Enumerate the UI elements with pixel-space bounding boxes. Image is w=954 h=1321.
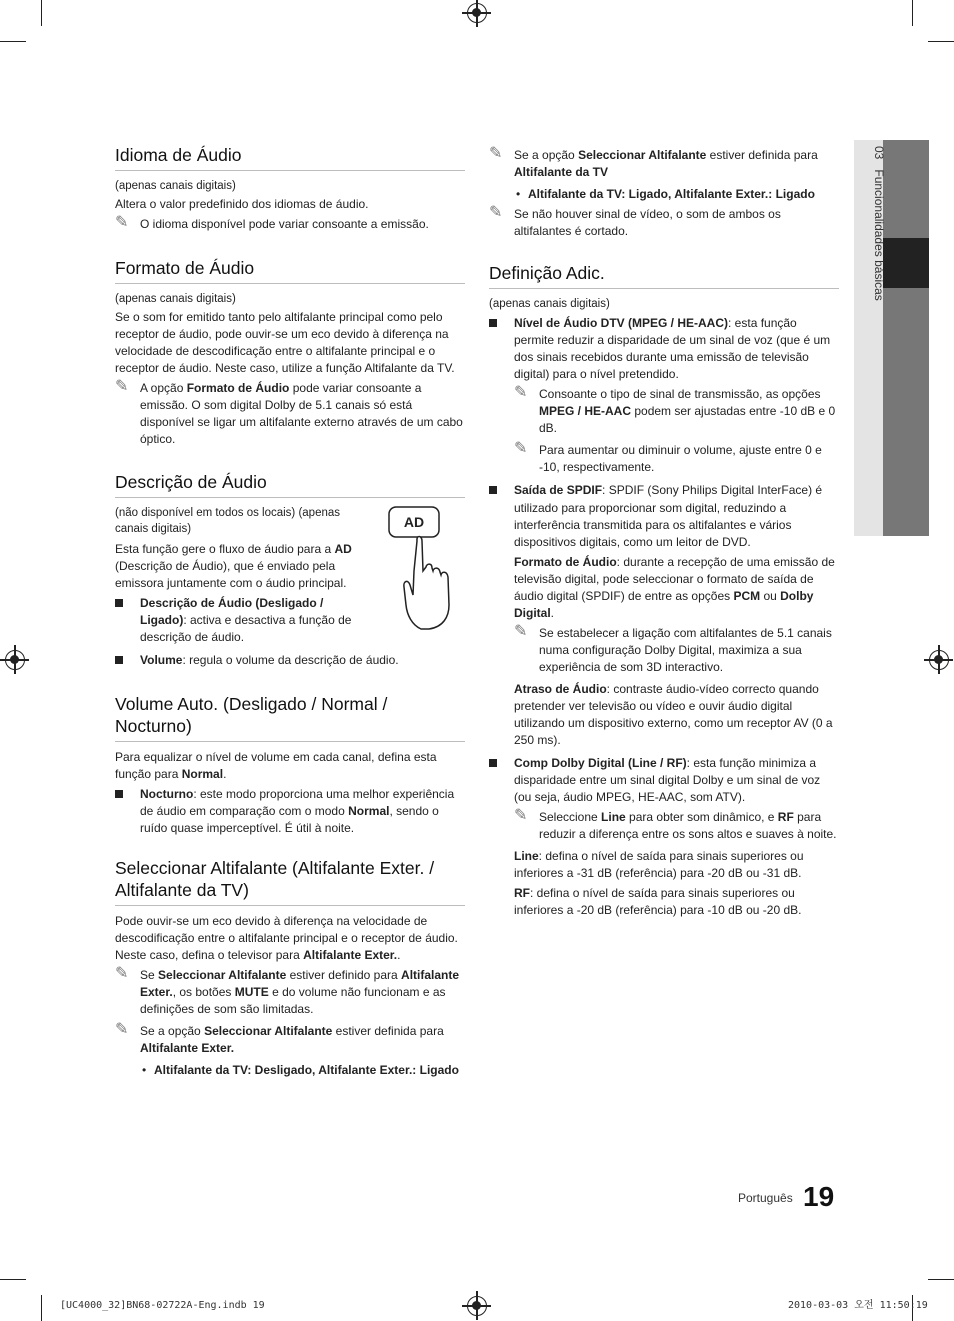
section-definicao-adic: Definição Adic. (apenas canais digitais) Nível de Áudio DTV (MPEG / HE-AAC): esta função permite reduzir a disparidade de um sinal de voz (que é um dos sinais recebidos durante uma emissão de televisão digital) para o nível pretendido. ✎ Consoante o tipo de sinal de transmissão, as opções MPEG / HE-AAC podem ser ajustadas entre -10 dB e 0 dB. ✎ Para aumentar ou diminuir o volume, ajuste entre 0 e -10, respectivamente. Saída de SPDIF: SPDIF (Sony Philips Digital InterFace) é utilizado para proporcionar som digital, reduzindo a interferência transmitida para os altifalantes e vários dispositivos digitais, como um leitor de DVD. Formato de Áudio: durante a recepção de uma emissão de televisão digital, pode seleccionar o formato de saída de áudio digital (SPDIF) de entre as opções PCM ou Dolby Digital. ✎ Se estabelecer a ligação com altifalantes de 5.1 canais numa configuração Dolby Digital, maximiza a sua experiência de som 3D interactivo. Atraso de Áudio: contraste áudio-vídeo correcto quando pretender ver televisão ou vídeo e ouvir áudio digital utilizando um dispositivo externo, como um receptor AV (0 a 250 ms). Comp Dolby Digital (Line / RF): esta função minimiza a disparidade entre um sinal digital Dolby e um sinal de voz (ou seja, áudio MPEG, HE-AAC, som ATV). ✎ Seleccione Line para obter som dinâmico, e RF para reduzir a diferença entre os sons altos e suaves à noite. Line: defina o nível de saída para sinais superiores ou inferiores a -31 dB (referência) para -20 dB ou -31 dB. RF: defina o nível de saída para sinais superiores ou inferiores a -20 dB (referência) para -10 dB ou -20 dB. bbox=[489, 263, 839, 922]
list-item: • Altifalante da TV: Ligado, Altifalante Exter.: Ligado bbox=[514, 186, 839, 203]
paragraph: Formato de Áudio: durante a recepção de uma emissão de televisão digital, pode seleccionar o formato de saída de áudio digital (SPDIF) de entre as opções PCM ou Dolby Digital. bbox=[514, 554, 835, 620]
list-item: Comp Dolby Digital (Line / RF): esta função minimiza a disparidade entre um sinal digital Dolby e um sinal de voz (ou seja, áudio MPEG, HE-AAC, som ATV). bbox=[489, 755, 839, 806]
chapter-side-tab bbox=[854, 140, 929, 536]
hand-icon bbox=[404, 537, 449, 630]
ad-button-hand-illustration bbox=[385, 505, 465, 630]
section-volume-auto: Volume Auto. (Desligado / Normal / Nocturno) Para equalizar o nível de volume em cada canal, defina esta função para Normal. Nocturno: este modo proporciona uma melhor experiência de áudio em comparação com o modo Normal, sendo o ruído quase imperceptível. É útil à noite. bbox=[115, 694, 465, 840]
list-item: Saída de SPDIF: SPDIF (Sony Philips Digital InterFace) é utilizado para proporcionar som digital, reduzindo a interferência transmitida para os altifalantes e vários dispositivos digitais, como um leitor de DVD. bbox=[489, 482, 839, 550]
pencil-note-icon: ✎ bbox=[489, 204, 503, 222]
crop-mark bbox=[928, 1279, 954, 1280]
note: ✎ Se estabelecer a ligação com altifalantes de 5.1 canais numa configuração Dolby Digital, maximiza a sua experiência de som 3D interactivo. bbox=[514, 622, 832, 674]
pencil-note-icon: ✎ bbox=[115, 214, 129, 232]
crop-mark bbox=[41, 0, 42, 26]
note: ✎ O idioma disponível pode variar consoante a emissão. bbox=[115, 214, 429, 232]
registration-mark-icon bbox=[467, 1296, 487, 1316]
section-speaker-notes bbox=[489, 144, 839, 245]
list-item: • Altifalante da TV: Desligado, Altifalante Exter.: Ligado bbox=[140, 1062, 465, 1079]
paragraph: Line: defina o nível de saída para sinais superiores ou inferiores a -31 dB (referência) para -20 dB ou -31 dB. bbox=[514, 849, 804, 881]
section-title: Seleccionar Altifalante (Altifalante Exter. / Altifalante da TV) bbox=[115, 858, 465, 906]
pencil-note-icon: ✎ bbox=[514, 384, 528, 402]
registration-mark-icon bbox=[5, 650, 25, 670]
list-item: Nível de Áudio DTV (MPEG / HE-AAC): esta função permite reduzir a disparidade de um sinal de voz (que é um dos sinais recebidos durante uma emissão de televisão digital) para o nível pretendido. bbox=[489, 315, 839, 383]
pencil-note-icon: ✎ bbox=[514, 622, 528, 640]
section-title: Descrição de Áudio bbox=[115, 472, 465, 498]
section-descricao-audio: Descrição de Áudio (não disponível em todos os locais) (apenas canais digitais) Esta função gere o fluxo de áudio para a AD (Descrição de Áudio), que é enviado pela emissora juntamente com o áudio principal. Descrição de Áudio (Desligado / Ligado): activa e desactiva a função de descrição de áudio. Volume: regula o volume da descrição de áudio. bbox=[115, 472, 465, 672]
section-seleccionar-altifalante: Seleccionar Altifalante (Altifalante Exter. / Altifalante da TV) Pode ouvir-se um eco devido à diferença na velocidade de descodificação entre o altifalante principal e o receptor de áudio. Neste caso, defina o televisor para Altifalante Exter.. ✎ Se Seleccionar Altifalante estiver definido para Altifalante Exter., os botões MUTE e do volume não funcionam e as definições de som são limitadas. ✎ Se a opção Seleccionar Altifalante estiver definida para Altifalante Exter. • Altifalante da TV: Desligado, Altifalante Exter.: Ligado bbox=[115, 858, 465, 1082]
crop-mark bbox=[0, 1279, 26, 1280]
pencil-note-icon: ✎ bbox=[514, 440, 528, 458]
note: ✎ Se Seleccionar Altifalante estiver definido para Altifalante Exter., os botões MUTE e do volume não funcionam e as definições de som são limitadas. bbox=[115, 964, 460, 1016]
note: ✎ A opção Formato de Áudio pode variar consoante a emissão. O som digital Dolby de 5.1 canais só está disponível se ligar um altifalante externo através de um cabo óptico. bbox=[115, 378, 463, 447]
note: ✎ Se a opção Seleccionar Altifalante estiver definida para Altifalante Exter. bbox=[115, 1020, 444, 1055]
section-title: Idioma de Áudio bbox=[115, 145, 465, 171]
note: ✎ Consoante o tipo de sinal de transmissão, as opções MPEG / HE-AAC podem ser ajustadas entre -10 dB e 0 dB. bbox=[514, 384, 836, 436]
pencil-note-icon: ✎ bbox=[489, 145, 503, 162]
crop-mark bbox=[0, 41, 26, 42]
section-title: Formato de Áudio bbox=[115, 258, 465, 284]
square-bullet-icon bbox=[489, 486, 497, 494]
chapter-side-label: 03 Funcionalidades básicas bbox=[872, 146, 886, 301]
pencil-note-icon: ✎ bbox=[514, 807, 528, 825]
note: ✎ Para aumentar ou diminuir o volume, ajuste entre 0 e -10, respectivamente. bbox=[514, 440, 822, 475]
pencil-note-icon: ✎ bbox=[115, 1020, 129, 1038]
note: ✎ Se a opção Seleccionar Altifalante estiver definida para Altifalante da TV bbox=[489, 145, 818, 180]
dot-bullet-icon: • bbox=[516, 187, 521, 202]
paragraph: Atraso de Áudio: contraste áudio-vídeo correcto quando pretender ver televisão ou vídeo e ouvir áudio digital utilizando um dispositivo externo, como um receptor AV (0 a 250 ms). bbox=[514, 681, 833, 747]
registration-mark-icon bbox=[929, 650, 949, 670]
section-formato-audio: Formato de Áudio (apenas canais digitais) Se o som for emitido tanto pelo altifalante principal como pelo receptor de áudio, pode ouvir-se um eco devido à diferença na velocidade de descodificação entre o altifalante principal e o receptor de áudio. Neste caso, utilize a função Altifalante da TV. ✎ A opção Formato de Áudio pode variar consoante a emissão. O som digital Dolby de 5.1 canais só está disponível se ligar um altifalante externo através de um cabo óptico. bbox=[115, 258, 465, 453]
square-bullet-icon bbox=[115, 599, 123, 607]
print-info-left: [UC4000_32]BN68-02722A-Eng.indb 19 bbox=[60, 1300, 265, 1311]
ad-button-label: AD bbox=[403, 514, 425, 530]
registration-mark-icon bbox=[467, 3, 487, 23]
pencil-note-icon: ✎ bbox=[115, 378, 129, 396]
section-idioma-audio: Idioma de Áudio (apenas canais digitais) Altera o valor predefinido dos idiomas de áudio. ✎ O idioma disponível pode variar consoante a emissão. bbox=[115, 145, 465, 238]
pencil-note-icon: ✎ bbox=[115, 964, 129, 982]
print-info-right: 2010-03-03 오전 11:50:19 bbox=[788, 1300, 928, 1311]
square-bullet-icon bbox=[115, 656, 123, 664]
square-bullet-icon bbox=[489, 759, 497, 767]
list-item: Descrição de Áudio (Desligado / Ligado): activa e desactiva a função de descrição de áudio. bbox=[115, 595, 365, 646]
footer-language: Português bbox=[738, 1191, 793, 1205]
paragraph: RF: defina o nível de saída para sinais superiores ou inferiores a -20 dB (referência) para -10 dB ou -20 dB. bbox=[514, 886, 802, 918]
dot-bullet-icon: • bbox=[142, 1063, 147, 1077]
note: ✎ Seleccione Line para obter som dinâmico, e RF para reduzir a diferença entre os sons altos e suaves à noite. bbox=[514, 807, 837, 842]
crop-mark bbox=[928, 41, 954, 42]
crop-mark bbox=[41, 1295, 42, 1321]
crop-mark bbox=[912, 0, 913, 26]
list-item: Nocturno: este modo proporciona uma melhor experiência de áudio em comparação com o modo Normal, sendo o ruído quase imperceptível. É útil à noite. bbox=[115, 786, 465, 837]
square-bullet-icon bbox=[115, 790, 123, 798]
list-item: Volume: regula o volume da descrição de áudio. bbox=[115, 652, 465, 669]
note: ✎ Se não houver sinal de vídeo, o som de ambos os altifalantes é cortado. bbox=[489, 204, 781, 239]
section-title: Volume Auto. (Desligado / Normal / Nocturno) bbox=[115, 694, 465, 742]
page-number: 19 bbox=[803, 1181, 835, 1212]
square-bullet-icon bbox=[489, 319, 497, 327]
section-title: Definição Adic. bbox=[489, 263, 839, 289]
